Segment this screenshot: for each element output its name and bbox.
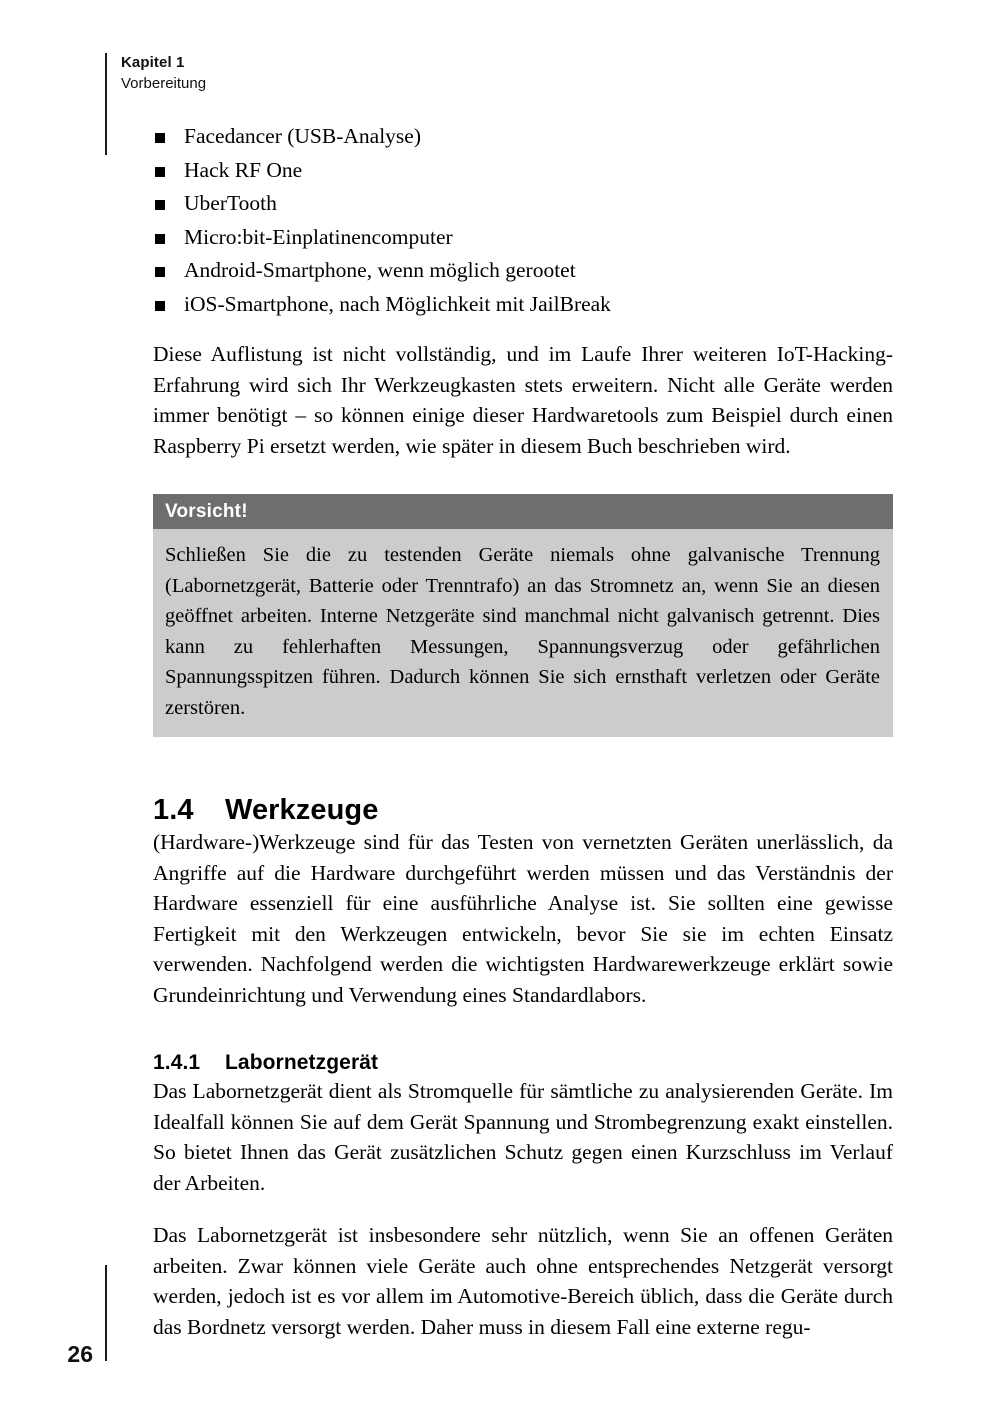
subsection-paragraph-1: Das Labornetzgerät dient als Stromquelle für sämtliche zu analysierenden Geräte. Im Idealfall können Sie auf dem Gerät Spannung und Strombegrenzung exakt einstellen. So bietet Ihnen das Gerät zusätzlichen Schutz gegen einen Kurzschluss im Verlauf der Arbeiten. <box>153 1079 893 1195</box>
running-head-title: Vorbereitung <box>121 75 207 92</box>
list-item <box>153 254 893 288</box>
list-item <box>153 221 893 255</box>
warning-box-heading: Vorsicht! <box>153 494 893 529</box>
section-heading <box>153 793 893 827</box>
list-item <box>153 120 893 154</box>
section-title: Werkzeuge <box>225 794 379 826</box>
list-item-label: iOS-Smartphone, nach Möglichkeit mit JailBreak <box>184 291 611 316</box>
page-number: 26 <box>67 1341 93 1367</box>
list-item-label: Facedancer (USB-Analyse) <box>184 124 422 148</box>
list-item-label: Hack RF One <box>184 157 303 182</box>
square-bullet-icon <box>155 133 165 143</box>
list-item-label: UberTooth <box>184 191 277 215</box>
section-paragraph: (Hardware-)Werkzeuge sind für das Testen von vernetzten Geräten unerlässlich, da Angriffe auf die Hardware durchgeführt werden müssen und das Verständnis der Hardware essenziell für eine ausführliche Analyse ist. Sie sollten eine gewisse Fertigkeit mit den Werkzeugen entwickeln, bevor Sie sie im echten Einsatz verwenden. Nachfolgend werden die wichtigsten Hardwarewerkzeuge erklärt sowie Grundeinrichtung und Verwendung eines Standardlabors. <box>153 830 893 1007</box>
page-content <box>153 120 893 1342</box>
square-bullet-icon <box>155 301 165 311</box>
square-bullet-icon <box>155 267 165 277</box>
warning-box <box>153 494 893 737</box>
subsection-heading <box>153 1050 893 1076</box>
running-head-chapter: Kapitel 1 <box>121 54 185 71</box>
list-item-label: Android-Smartphone, wenn möglich gerootet <box>184 258 576 282</box>
intro-paragraph: Diese Auflistung ist nicht vollständig, und im Laufe Ihrer weiteren IoT-Hacking-Erfahrung wird sich Ihr Werkzeugkasten stets erweitern. Nicht alle Geräte werden immer benötigt – so können einige dieser Hardwaretools zum Beispiel durch einen Raspberry Pi ersetzt werden, wie später in diesem Buch beschrieben wird. <box>153 342 893 458</box>
square-bullet-icon <box>155 200 165 210</box>
list-item <box>153 187 893 221</box>
square-bullet-icon <box>155 234 165 244</box>
list-item <box>153 288 893 322</box>
tool-bullet-list <box>153 120 893 321</box>
warning-box-text: Schließen Sie die zu testenden Geräte niemals ohne galvanische Trennung (Labornetzgerät, Batterie oder Trenntrafo) an das Stromnetz an, wenn Sie an diesen geöffnet arbeiten. Interne Netzgeräte sind manchmal nicht galvanisch getrennt. Dies kann zu fehlerhaften Messungen, Spannungsverzug oder gefährlichen Spannungsspitzen führen. Dadurch können Sie sich ernsthaft verletzen oder Geräte zerstören. <box>165 544 880 719</box>
warning-box-body <box>153 529 893 737</box>
subsection-title: Labornetzgerät <box>225 1051 379 1074</box>
list-item <box>153 154 893 188</box>
list-item-label: Micro:bit-Einplatinencomputer <box>184 224 453 249</box>
folio <box>67 1265 107 1367</box>
square-bullet-icon <box>155 167 165 177</box>
subsection-number: 1.4.1 <box>153 1051 201 1074</box>
section-number: 1.4 <box>153 794 194 826</box>
subsection-paragraph-2: Das Labornetzgerät ist insbesondere sehr nützlich, wenn Sie an offenen Geräten arbeiten. Zwar können viele Geräte auch ohne entsprechendes Netzgerät versorgt werden, jedoch ist es vor allem im Automotive-Bereich üblich, dass die Geräte durch das Bordnetz versorgt werden. Daher muss in diesem Fall eine externe regu- <box>153 1223 893 1339</box>
